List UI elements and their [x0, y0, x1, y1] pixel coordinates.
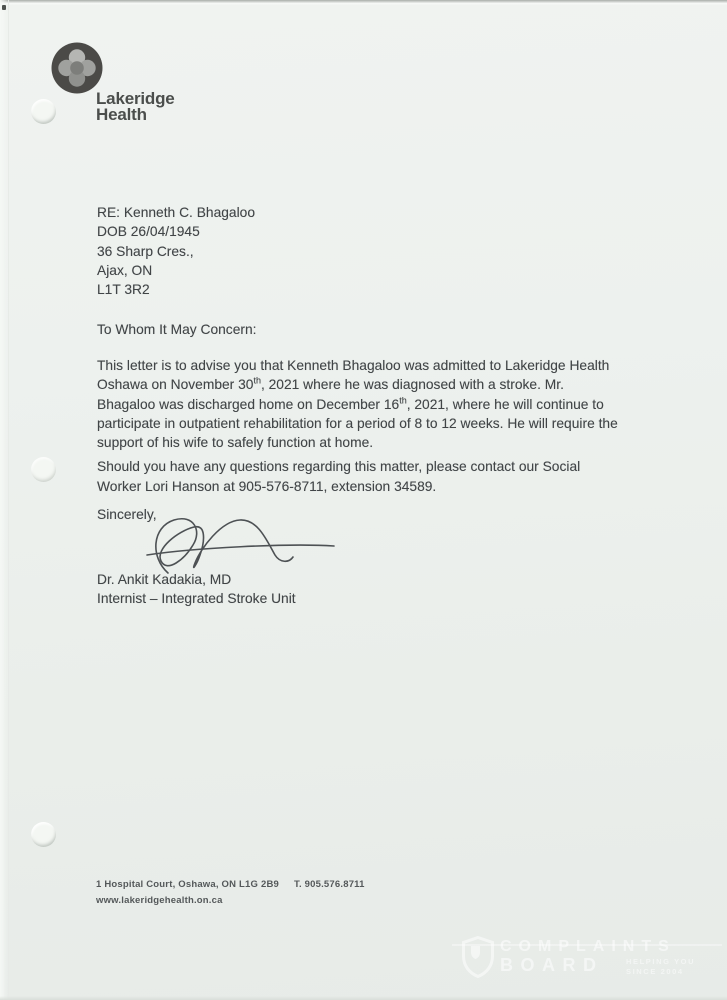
signer-name: Dr. Ankit Kadakia, MD — [97, 572, 232, 587]
letter-line: Should you have any questions regarding this matter, please contact our Social — [97, 459, 581, 475]
letter-line: L1T 3R2 — [97, 282, 150, 298]
punch-hole-top — [31, 99, 56, 124]
footer-address: 1 Hospital Court, Oshawa, ON L1G 2B9 — [96, 879, 279, 890]
letter-line: Bhagaloo was discharged home on December 16th, 2021, where he will continue to — [97, 395, 604, 412]
signer-title: Internist – Integrated Stroke Unit — [97, 591, 296, 606]
logo-line2: Health — [96, 104, 147, 124]
paragraph — [97, 356, 618, 452]
scan-edge-bottom — [0, 996, 727, 1000]
letter-line: This letter is to advise you that Kenneth Bhagaloo was admitted to Lakeridge Health — [97, 358, 610, 373]
watermark-tagline-2: SINCE 2004 — [626, 966, 684, 976]
letter-line: RE: Kenneth C. Bhagaloo — [97, 205, 256, 220]
watermark-line2: BOARD — [500, 955, 604, 975]
punch-hole-bottom — [31, 822, 56, 847]
letter-line: DOB 26/04/1945 — [97, 224, 200, 240]
footer-address-line — [96, 877, 365, 893]
letter-footer — [96, 877, 365, 909]
salutation: To Whom It May Concern: — [97, 322, 257, 337]
letter-line: Ajax, ON — [97, 262, 153, 278]
watermark-rule — [452, 944, 722, 946]
paragraph — [97, 457, 618, 496]
scan-speck — [2, 5, 6, 10]
scan-edge-left — [0, 0, 9, 1000]
letter-line: Worker Lori Hanson at 905-576-8711, extension 34589. — [97, 478, 437, 494]
letter-line: participate in outpatient rehabilitation for a period of 8 to 12 weeks. He will require the — [97, 415, 618, 431]
letter-line: support of his wife to safely function at home. — [97, 435, 374, 451]
footer-phone: T. 905.576.8711 — [294, 879, 365, 890]
scan-edge-top — [0, 0, 727, 5]
signature — [138, 511, 338, 579]
logo-line1: Lakeridge — [96, 89, 175, 108]
lakeridge-health-logo-icon — [51, 42, 103, 94]
letter-body — [97, 356, 618, 496]
recipient-block — [97, 203, 255, 299]
closing: Sincerely, — [97, 507, 157, 522]
watermark-line1: COMPLAINTS — [500, 938, 676, 955]
punch-hole-middle — [31, 457, 56, 482]
lakeridge-health-logo-text — [96, 91, 175, 122]
shield-icon — [462, 936, 494, 978]
watermark-tagline-1: HELPING YOU — [626, 957, 696, 966]
letter-line: 36 Sharp Cres., — [97, 243, 194, 259]
watermark-tagline — [626, 957, 695, 976]
footer-website: www.lakeridgehealth.on.ca — [96, 895, 223, 906]
letter-line: Oshawa on November 30th, 2021 where he was diagnosed with a stroke. Mr. — [97, 375, 564, 393]
